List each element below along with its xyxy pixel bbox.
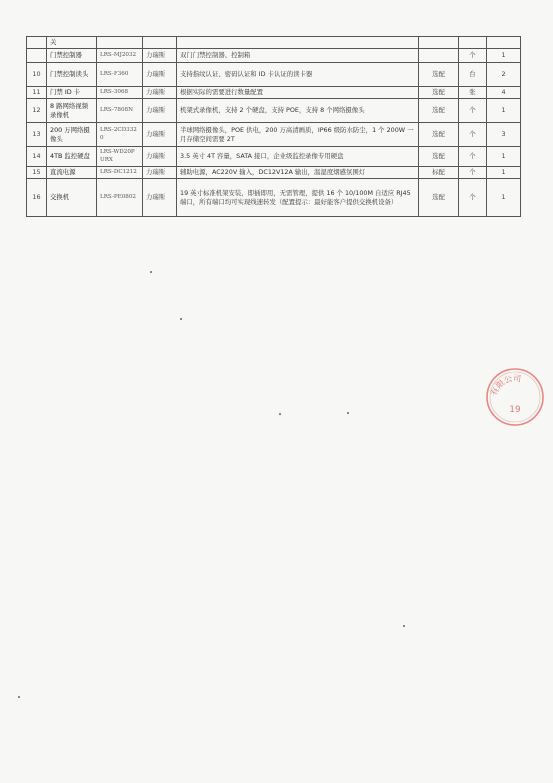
cell-desc: 19 英寸标准机架安装，即插即用，无需管理，提供 16 个 10/100M 自适应 RJ45 端口，所有端口均可实现线速转发（配置提示：最好能客户提供交换机设备） [177,179,419,217]
cell-name: 关 [47,37,97,49]
cell-desc: 辅助电源，AC220V 输入，DC12V12A 输出，温湿度烟感氛围灯 [177,167,419,179]
cell-name: 门禁控制器 [47,49,97,63]
cell-name: 交换机 [47,179,97,217]
cell-brand [143,37,177,49]
cell-unit: 个 [459,123,487,147]
cell-unit: 个 [459,147,487,167]
cell-desc: 半球网络摄像头，POE 供电，200 万高清画质，IP66 级防水防尘，1 个 200W 一月存储空间需要 2T [177,123,419,147]
scan-speck [180,318,182,320]
cell-unit: 个 [459,179,487,217]
cell-model: LRS-7808N [97,99,143,123]
cell-type: 选配 [419,87,459,99]
cell-type: 选配 [419,179,459,217]
cell-name: 门禁控制读头 [47,63,97,87]
cell-model: LRS-2CD3320 [97,123,143,147]
cell-type: 选配 [419,63,459,87]
scan-speck [279,413,281,415]
cell-desc: 根据实际的需要进行数量配置 [177,87,419,99]
equipment-table [26,36,521,217]
cell-type [419,37,459,49]
cell-brand: 力瑞斯 [143,63,177,87]
cell-name: 200 万网络摄像头 [47,123,97,147]
cell-model: LRS-DC1212 [97,167,143,179]
cell-unit [459,37,487,49]
cell-brand: 力瑞斯 [143,99,177,123]
svg-text:19: 19 [509,405,521,415]
cell-name: 8 路网络视频录像机 [47,99,97,123]
cell-type: 选配 [419,99,459,123]
cell-unit: 台 [459,63,487,87]
svg-text:有限公司: 有限公司 [489,373,522,398]
cell-desc: 双门门禁控制器、控制箱 [177,49,419,63]
cell-desc [177,37,419,49]
cell-type: 选配 [419,123,459,147]
cell-model: LRS-WD20PURX [97,147,143,167]
cell-model: LRS-3068 [97,87,143,99]
cell-unit: 个 [459,99,487,123]
scan-speck [347,412,349,414]
scan-speck [18,696,20,698]
cell-qty: 3 [487,123,521,147]
cell-model: LRS-F360 [97,63,143,87]
cell-no: 11 [27,87,47,99]
cell-qty [487,37,521,49]
cell-name: 门禁 ID 卡 [47,87,97,99]
table-row [27,147,521,167]
cell-no: 15 [27,167,47,179]
table-row [27,167,521,179]
cell-brand: 力瑞斯 [143,179,177,217]
cell-no: 16 [27,179,47,217]
table-row [27,37,521,49]
cell-brand: 力瑞斯 [143,167,177,179]
cell-no [27,37,47,49]
cell-brand: 力瑞斯 [143,123,177,147]
cell-model: LRS-PE0802 [97,179,143,217]
cell-type [419,49,459,63]
cell-qty: 1 [487,167,521,179]
cell-name: 直流电源 [47,167,97,179]
cell-qty: 2 [487,63,521,87]
cell-desc: 3.5 英寸 4T 容量，SATA 接口，企业级监控录像专用硬盘 [177,147,419,167]
cell-qty: 1 [487,147,521,167]
scan-speck [403,625,405,627]
table-row [27,179,521,217]
cell-qty: 4 [487,87,521,99]
table-row [27,87,521,99]
table-row [27,99,521,123]
cell-no [27,49,47,63]
cell-no: 14 [27,147,47,167]
cell-unit: 个 [459,49,487,63]
cell-qty: 1 [487,49,521,63]
scan-speck [150,271,152,273]
cell-brand: 力瑞斯 [143,87,177,99]
cell-qty: 1 [487,99,521,123]
cell-brand: 力瑞斯 [143,49,177,63]
cell-qty: 1 [487,179,521,217]
table-row [27,63,521,87]
cell-unit: 个 [459,167,487,179]
company-seal-stamp [484,366,546,428]
cell-model [97,37,143,49]
cell-type: 选配 [419,147,459,167]
cell-brand: 力瑞斯 [143,147,177,167]
cell-desc: 支持指纹认证、密码认证和 ID 卡认证的读卡器 [177,63,419,87]
cell-desc: 机架式录像机，支持 2 个硬盘，支持 POE，支持 8 个网络摄像头 [177,99,419,123]
table-row [27,123,521,147]
cell-no: 10 [27,63,47,87]
cell-name: 4TB 监控硬盘 [47,147,97,167]
cell-no: 13 [27,123,47,147]
cell-model: LRS-MJ2032 [97,49,143,63]
cell-unit: 张 [459,87,487,99]
table-row [27,49,521,63]
cell-type: 标配 [419,167,459,179]
cell-no: 12 [27,99,47,123]
